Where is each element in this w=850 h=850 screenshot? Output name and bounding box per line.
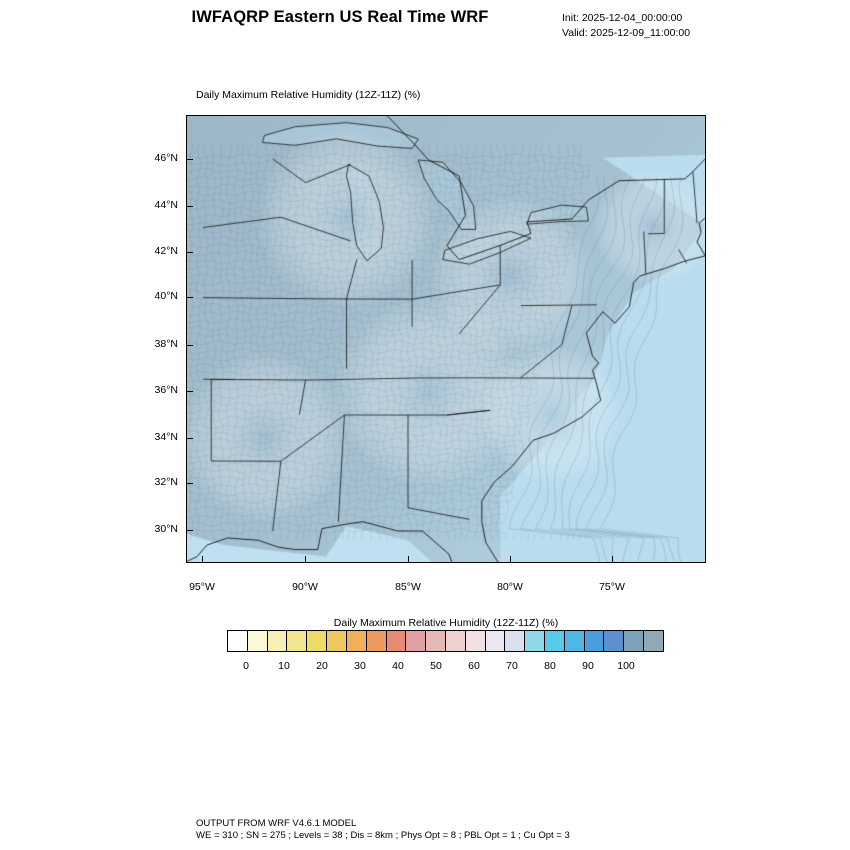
lat-tick-label: 46°N xyxy=(154,152,178,164)
colorbar-tick-label: 100 xyxy=(617,660,635,672)
lon-tick-label: 95°W xyxy=(189,581,215,593)
lat-tick-label: 42°N xyxy=(154,245,178,257)
colorbar-tick-label: 30 xyxy=(354,660,366,672)
colorbar-tick-label: 10 xyxy=(278,660,290,672)
lon-tick-label: 90°W xyxy=(292,581,318,593)
colorbar-tick-label: 20 xyxy=(316,660,328,672)
lat-tick-label: 34°N xyxy=(154,431,178,443)
footer-model-line: OUTPUT FROM WRF V4.6.1 MODEL xyxy=(196,818,357,829)
colorbar-title: Daily Maximum Relative Humidity (12Z-11Z) (%) xyxy=(333,617,559,629)
lat-tick-label: 30°N xyxy=(154,523,178,535)
lat-tick-label: 38°N xyxy=(154,338,178,350)
colorbar-tick-label: 50 xyxy=(430,660,442,672)
lat-tick-label: 32°N xyxy=(154,476,178,488)
init-time-label: Init: 2025-12-04_00:00:00 xyxy=(562,12,683,24)
lat-tick-label: 44°N xyxy=(154,199,178,211)
page-title: IWFAQRP Eastern US Real Time WRF xyxy=(191,8,489,26)
footer-config-line: WE = 310 ; SN = 275 ; Levels = 38 ; Dis = 8km ; Phys Opt = 8 ; PBL Opt = 1 ; Cu Opt = 3 xyxy=(196,830,570,841)
lon-tick-label: 75°W xyxy=(599,581,625,593)
colorbar-tick-label: 80 xyxy=(544,660,556,672)
colorbar-tick-label: 40 xyxy=(392,660,404,672)
lat-tick-label: 36°N xyxy=(154,384,178,396)
colorbar-tick-label: 60 xyxy=(468,660,480,672)
valid-time-label: Valid: 2025-12-09_11:00:00 xyxy=(562,27,691,39)
colorbar-tick-label: 90 xyxy=(582,660,594,672)
lon-tick-label: 80°W xyxy=(497,581,523,593)
plot-title: Daily Maximum Relative Humidity (12Z-11Z) (%) xyxy=(196,89,421,101)
colorbar-tick-label: 0 xyxy=(243,660,249,672)
lon-tick-label: 85°W xyxy=(395,581,421,593)
lat-tick-label: 40°N xyxy=(154,290,178,302)
colorbar-tick-label: 70 xyxy=(506,660,518,672)
